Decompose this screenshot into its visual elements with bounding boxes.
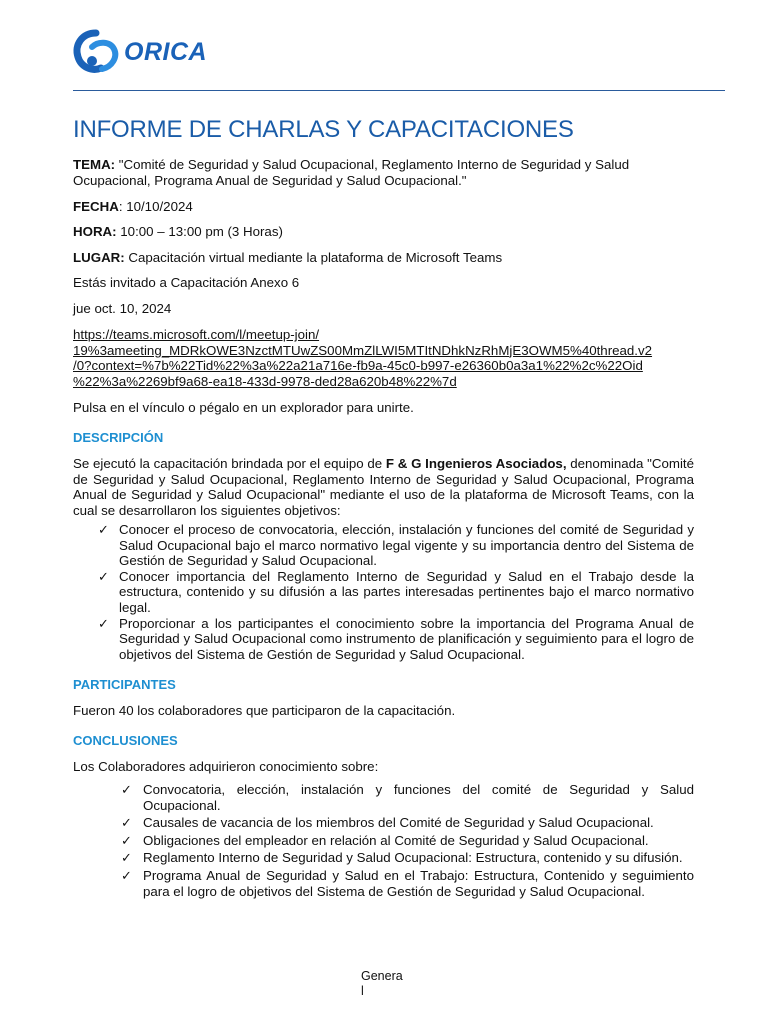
- list-item-text: Obligaciones del empleador en relación al Comité de Seguridad y Salud Ocupacional.: [143, 832, 649, 848]
- list-item-text: Causales de vacancia de los miembros del Comité de Seguridad y Salud Ocupacional.: [143, 815, 654, 831]
- fecha-label: FECHA: [73, 199, 119, 214]
- hora-value: 10:00 – 13:00 pm (3 Horas): [116, 224, 283, 239]
- conclusiones-heading: CONCLUSIONES: [73, 733, 178, 748]
- list-item-text: Proporcionar a los participantes el conocimiento sobre la importancia del Programa Anual de Seguridad y Salud Ocupacional como instrumento de planificación y seguimiento para el logro de objetivos del Sistema de Gestión de Seguridad y Salud Ocupacional.: [119, 615, 694, 662]
- list-item-text: Programa Anual de Seguridad y Salud en el Trabajo: Estructura, Contenido y seguimiento para el logro de objetivos del Sistema de Gestión de Seguridad y Salud Ocupacional.: [143, 867, 694, 899]
- descripcion-intro: [73, 456, 694, 518]
- list-item: [121, 867, 694, 899]
- list-item: [121, 782, 694, 813]
- footer-line: Genera: [361, 969, 403, 983]
- tema-value: "Comité de Seguridad y Salud Ocupacional, Reglamento Interno de Seguridad y Salud Ocupacional, Programa Anual de Seguridad y Salud Ocupacional.": [73, 157, 630, 188]
- checkmark-icon: ✓: [98, 568, 109, 584]
- link-line: https://teams.microsoft.com/l/meetup-join/: [73, 327, 320, 342]
- tema-paragraph: [73, 157, 694, 188]
- list-item: [98, 522, 694, 569]
- participantes-text: Fueron 40 los colaboradores que participaron de la capacitación.: [73, 703, 456, 718]
- page-footer: [361, 969, 411, 999]
- teams-link-block: [73, 327, 694, 389]
- checkmark-icon: ✓: [98, 615, 109, 631]
- fecha-value: : 10/10/2024: [118, 199, 193, 214]
- orica-logo: [72, 27, 207, 77]
- footer-line: l: [361, 984, 364, 998]
- checkmark-icon: ✓: [121, 850, 132, 866]
- link-line: %22%3a%2269bf9a68-ea18-433d-9978-ded28a620b48%22%7d: [73, 373, 457, 389]
- meeting-date: jue oct. 10, 2024: [73, 301, 172, 316]
- link-hint: Pulsa en el vínculo o pégalo en un explorador para unirte.: [73, 400, 414, 415]
- intro-text: Se ejecutó la capacitación brindada por el equipo de: [73, 456, 386, 471]
- checkmark-icon: ✓: [98, 522, 109, 537]
- checkmark-icon: ✓: [121, 867, 132, 883]
- teams-meeting-link[interactable]: [73, 327, 652, 389]
- list-item: [121, 850, 694, 866]
- list-item: [121, 832, 694, 849]
- hora-label: HORA:: [73, 224, 117, 239]
- list-item-text: Conocer el proceso de convocatoria, elección, instalación y funciones del comité de Seguridad y Salud Ocupacional bajo el marco normativo legal vigente y su importancia dentro del Sistema de Gestión de Seguridad y Salud Ocupacional.: [119, 522, 694, 569]
- checkmark-icon: ✓: [121, 782, 132, 797]
- lugar-paragraph: [73, 250, 694, 266]
- link-line: 19%3ameeting_MDRkOWE3NzctMTUwZS00MmZlLWI5MTItNDhkNzRhMjE3OWM5%40thread.v2: [73, 342, 653, 358]
- participantes-heading: PARTICIPANTES: [73, 677, 176, 692]
- checkmark-icon: ✓: [121, 832, 132, 848]
- orica-logo-mark-icon: [72, 27, 122, 77]
- list-item: [98, 568, 694, 616]
- link-line: /0?context=%7b%22Tid%22%3a%22a21a716e-fb9a-45c0-b997-e26360b0a3a1%22%2c%22Oid: [73, 358, 643, 374]
- tema-label: TEMA:: [73, 157, 116, 172]
- checkmark-icon: ✓: [121, 815, 132, 831]
- objectives-list: [98, 522, 694, 662]
- lugar-label: LUGAR:: [73, 250, 125, 265]
- fecha-paragraph: [73, 199, 694, 215]
- list-item-text: Convocatoria, elección, instalación y funciones del comité de Seguridad y Salud Ocupacional.: [143, 782, 694, 813]
- list-item: [121, 815, 694, 831]
- logo-wordmark: ORICA: [124, 37, 208, 66]
- invite-text: Estás invitado a Capacitación Anexo 6: [73, 275, 300, 290]
- conclusiones-intro: Los Colaboradores adquirieron conocimiento sobre:: [73, 759, 379, 774]
- descripcion-heading: DESCRIPCIÓN: [73, 430, 164, 445]
- header-divider: [73, 90, 725, 91]
- conclusions-list: [121, 782, 694, 899]
- list-item-text: Conocer importancia del Reglamento Interno de Seguridad y Salud en el Trabajo desde la estructura, contenido y su difusión a las partes interesadas pertinentes bajo el marco normativo legal.: [119, 568, 694, 615]
- list-item-text: Reglamento Interno de Seguridad y Salud Ocupacional: Estructura, contenido y su difusión.: [143, 850, 683, 866]
- hora-paragraph: [73, 224, 694, 240]
- list-item: [98, 615, 694, 663]
- company-name: F & G Ingenieros Asociados,: [385, 456, 567, 471]
- intro-text: denominada "Comité de Seguridad y Salud Ocupacional, Reglamento Interno de Seguridad y Salud Ocupacional, Programa Anual de Seguridad y Salud Ocupacional" mediante el uso de la plataforma de Microsoft Teams, con la cual se desarrollaron los siguientes objetivos:: [73, 456, 694, 518]
- report-title: INFORME DE CHARLAS Y CAPACITACIONES: [73, 116, 574, 143]
- lugar-value: Capacitación virtual mediante la plataforma de Microsoft Teams: [124, 250, 503, 265]
